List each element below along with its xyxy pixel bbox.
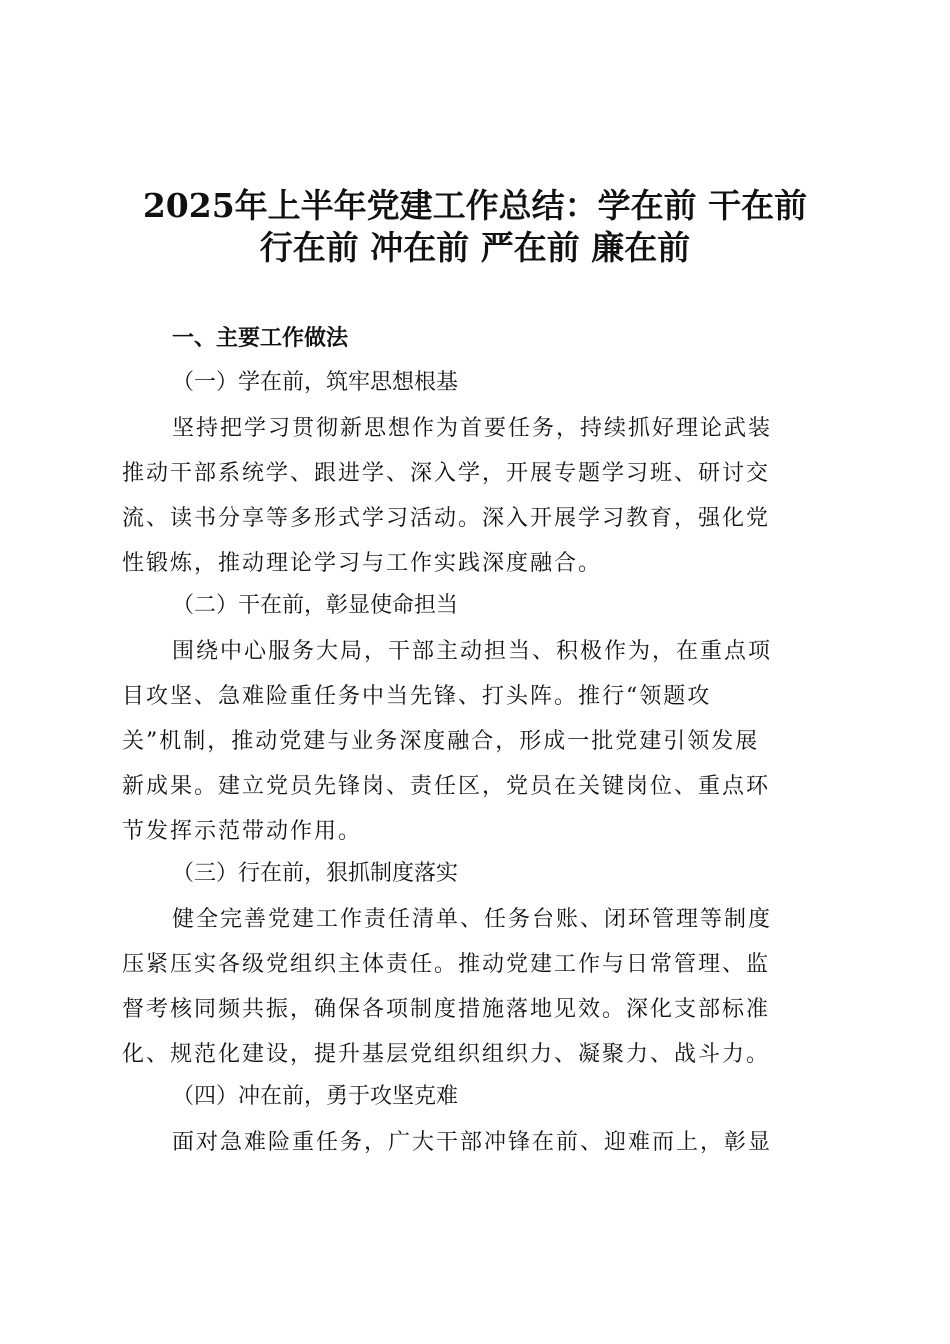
subsection-2-paragraph — [122, 629, 822, 854]
paragraph-line: 关”机制，推动党建与业务深度融合，形成一批党建引领发展 — [122, 729, 760, 754]
paragraph-line: 围绕中心服务大局，干部主动担当、积极作为，在重点项 — [172, 639, 773, 664]
subsection-1-paragraph — [122, 406, 822, 586]
paragraph-line: 督考核同频共振，确保各项制度措施落地见效。深化支部标准 — [122, 997, 771, 1022]
subsection-heading-1: （一）学在前，筑牢思想根基 — [172, 370, 459, 395]
subsection-heading-3: （三）行在前，狠抓制度落实 — [172, 861, 459, 886]
paragraph-line: 流、读书分享等多形式学习活动。深入开展学习教育，强化党 — [122, 506, 771, 531]
paragraph-line: 新成果。建立党员先锋岗、责任区，党员在关键岗位、重点环 — [122, 774, 771, 799]
document-title-line-1: 2025年上半年党建工作总结：学在前 干在前 — [142, 186, 808, 225]
subsection-4-paragraph — [122, 1120, 822, 1165]
paragraph-line: 健全完善党建工作责任清单、任务台账、闭环管理等制度 — [172, 907, 773, 932]
paragraph-line: 目攻坚、急难险重任务中当先锋、打头阵。推行“领题攻 — [122, 684, 712, 709]
paragraph-line: 面对急难险重任务，广大干部冲锋在前、迎难而上，彰显 — [172, 1130, 773, 1155]
subsection-heading-2: （二）干在前，彰显使命担当 — [172, 593, 459, 618]
subsection-3-paragraph — [122, 897, 822, 1077]
paragraph-line: 坚持把学习贯彻新思想作为首要任务，持续抓好理论武装 — [172, 416, 773, 441]
section-heading-main-practices: 一、主要工作做法 — [172, 326, 349, 351]
paragraph-line: 推动干部系统学、跟进学、深入学，开展专题学习班、研讨交 — [122, 461, 771, 486]
paragraph-line: 化、规范化建设，提升基层党组织组织力、凝聚力、战斗力。 — [122, 1042, 771, 1067]
paragraph-line: 节发挥示范带动作用。 — [122, 819, 363, 844]
subsection-heading-4: （四）冲在前，勇于攻坚克难 — [172, 1084, 459, 1109]
paragraph-line: 压紧压实各级党组织主体责任。推动党建工作与日常管理、监 — [122, 952, 771, 977]
paragraph-line: 性锻炼，推动理论学习与工作实践深度融合。 — [122, 551, 603, 576]
document-title-line-2: 行在前 冲在前 严在前 廉在前 — [259, 228, 691, 267]
